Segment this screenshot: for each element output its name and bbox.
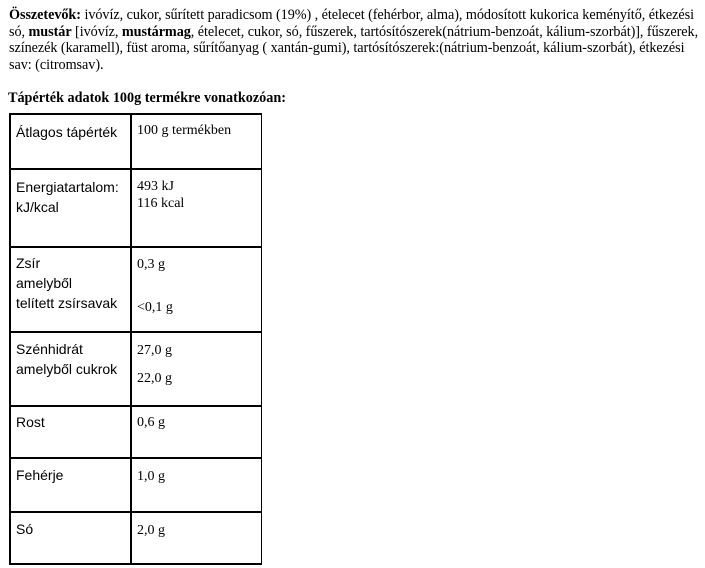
ingredients-text-1: ivóvíz, cukor, sűrített paradicsom (19%) , ételecet (fehérbor, alma), módosított kukorica keményítő, étkezési só, [9,7,695,40]
energy-kcal-value: 116 kcal [137,196,185,211]
allergen-mustard: mustár [28,23,72,40]
ingredients-text-3: , ételecet, cukor, só, fűszerek, tartósítószerek(nátrium-benzoát, kálium-szorbát)], fűszerek, színezék (karamell), füst aroma, sűrítőanyag ( xantán-gumi), tartósítószerek:(nátrium-benzoát, kálium-szorbát), étkezési sav: (citromsav). [9,23,699,73]
fat-value-cell [132,248,261,331]
energy-label: Energiatartalom: [16,179,119,195]
fat-label-cell [11,248,132,331]
table-row-protein [11,459,261,513]
nutrition-table [9,113,262,565]
fat-value: 0,3 g [137,257,165,272]
table-row-energy [11,170,261,248]
carbs-label: Szénhidrát [16,341,83,357]
sugars-label: amelyből cukrok [16,361,118,377]
fiber-label: Rost [11,407,132,457]
carbs-value-cell [132,333,261,405]
fat-of-which-label: amelyből [16,275,73,291]
carbs-value: 27,0 g [137,343,172,358]
energy-label-cell [11,170,132,246]
ingredients-text-2: [ivóvíz, [71,23,122,40]
table-row-header [11,115,261,170]
sugars-value: 22,0 g [137,371,172,386]
salt-value: 2,0 g [137,523,165,538]
allergen-mustard-seed: mustármag [121,23,191,40]
fiber-value: 0,6 g [137,415,165,430]
ingredients-label: Összetevők: [9,7,81,23]
saturated-fat-label: telített zsírsavak [16,295,118,311]
header-right-cell: 100 g termékben [137,123,232,138]
table-row-fat [11,248,261,333]
header-left-cell: Átlagos tápérték [11,115,132,168]
energy-kj-value: 493 kJ [137,179,174,194]
saturated-fat-value: <0,1 g [137,300,173,315]
energy-unit-label: kJ/kcal [16,199,59,215]
salt-label: Só [11,513,132,563]
ingredients-paragraph [9,7,699,73]
protein-label: Fehérje [11,459,132,511]
protein-value: 1,0 g [137,469,165,484]
table-row-salt [11,513,261,563]
table-row-carbohydrate [11,333,261,407]
fat-label: Zsír [16,255,41,271]
carbs-label-cell [11,333,132,405]
energy-value-cell [132,170,261,246]
table-row-fiber [11,407,261,459]
nutrition-title: Tápérték adatok 100g termékre vonatkozóan: [8,90,286,106]
